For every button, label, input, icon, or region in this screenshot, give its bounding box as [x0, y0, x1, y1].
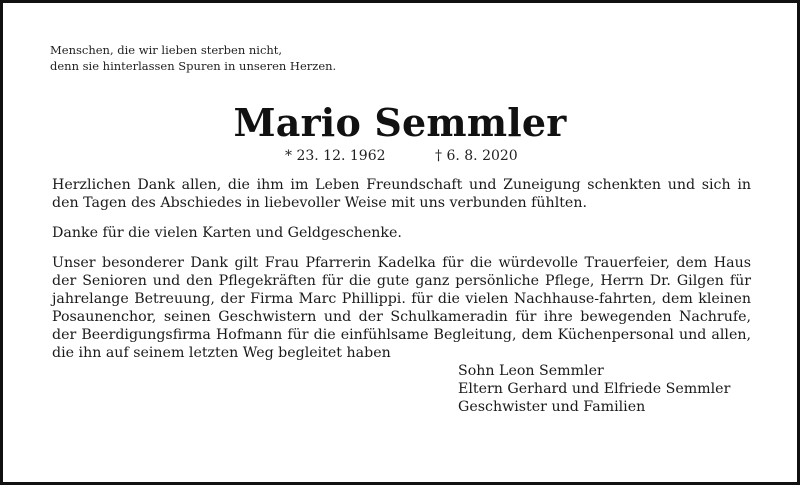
motto — [50, 42, 336, 74]
special-thanks-paragraph: Unser besonderer Dank gilt Frau Pfarrerin Kadelka für die würdevolle Trauerfeier, dem Haus der Senioren und den Pflegekräften für die gute ganz persönliche Pflege, Herrn Dr. Gilgen für jahrelange Betreuung, der Firma Marc Phillippi. für die vielen Nachhause-fahrten, dem kleinen Posaunenchor, seinen Geschwistern und der Schulkameradin für ihre bewegenden Nachrufe, der Beerdigungsfirma Hofmann für die einfühlsame Begleitung, dem Küchenpersonal und allen, die ihn auf seinem letzten Weg begleitet haben — [52, 255, 751, 361]
thanks-paragraph: Herzlichen Dank allen, die ihm im Leben Freundschaft und Zuneigung schenkten und sich in den Tagen des Abschiedes in liebevoller Weise mit uns verbunden fühlten. — [52, 177, 751, 211]
motto-line-1: Menschen, die wir lieben sterben nicht, — [50, 43, 283, 57]
deceased-name: Mario Semmler — [233, 100, 567, 145]
signature-line: Sohn Leon Semmler — [458, 363, 604, 379]
motto-line-2: denn sie hinterlassen Spuren in unseren Herzen. — [50, 59, 337, 73]
signature-line: Eltern Gerhard und Elfriede Semmler — [458, 381, 731, 397]
death-date: † 6. 8. 2020 — [435, 148, 518, 164]
cards-paragraph: Danke für die vielen Karten und Geldgeschenke. — [52, 225, 402, 241]
birth-date: * 23. 12. 1962 — [285, 148, 386, 164]
notice-body — [52, 176, 751, 374]
signature-line: Geschwister und Familien — [458, 399, 646, 415]
signature-block — [458, 362, 730, 416]
